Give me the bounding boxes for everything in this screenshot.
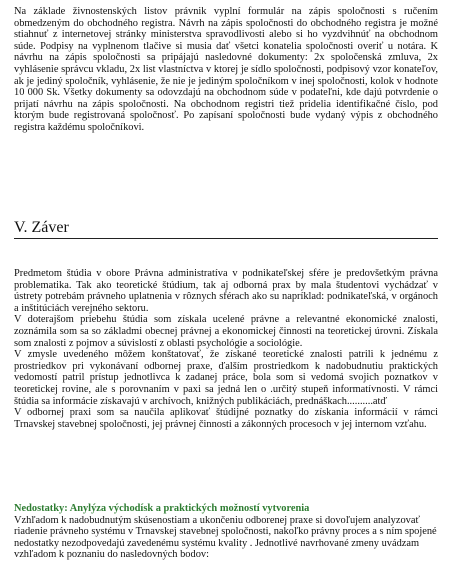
conclusion-paragraph: V doterajšom priebehu štúdia som získala ucelené právne a relevantné ekonomické znalosti, zoznámila som sa so základmi obecnej právnej a ekonomickej činnosti na teoretickej úrovni. Získala som znalosti z pojmov a súvislostí z oblasti psychológie a sociológie. xyxy=(14,314,438,349)
section-heading: V. Záver xyxy=(14,219,438,239)
conclusion-paragraph: V odbornej praxi som sa naučila aplikovať štúdijné poznatky do získania informácií v rámci Trnavskej stavebnej spoločnosti, jej právnej činnosti a zákonných procesoch v jej internom vzťahu. xyxy=(14,407,438,430)
conclusion-body xyxy=(14,268,438,430)
intro-paragraph: Na základe živnostenských listov právnik vyplní formulár na zápis spoločnosti s ručením obmedzeným do obchodného registra. Návrh na zápis spoločnosti do obchodného registra je možné stiahnuť z internetovej stránky ministerstva spravodlivosti alebo si ho vyzdvihnúť na obchodnom súde. Podpisy na vyplnenom tlačive si musia dať všetci konatelia spoločnosti overiť u notára. K návrhu na zápis spoločnosti sa pripájajú nasledovné dokumenty: 2x spoločenská zmluva, 2x vyhlásenie správcu vkladu, 2x list vlastníctva v ktorej je sídlo spoločnosti, podpisový vzor konateľov, ak je jediný spoločník, vyhlásenie, že nie je jediným spoločníkom v inej spoločnosti, kolok v hodnote 10 000 Sk. Všetky dokumenty sa odovzdajú na obchodnom súde v podateľni, kde dajú potvrdenie o prijatí návrhu na zápis spoločnosti. Na obchodnom registri tiež pridelia identifikačné číslo, pod ktorým bude registrovaná spoločnosť. Po zapísaní spoločnosti bude vydaný výpis z obchodného registra každému spoločníkovi. xyxy=(14,6,438,133)
conclusion-paragraph: V zmysle uvedeného môžem konštatovať, že získané teoretické znalosti patrili k jednému z prostriedkov pri vykonávaní odbornej praxe, ďalším prostriedkom k nadobudnutiu praktických vedomostí patril prístup jednotlivca k zadanej práce, bola som si vedomá svojich poznatkov v teoretickej rovine, ale s porovnaním v paxi sa jedná len o .určitý stupeň informatívnosti. V rámci štúdia sa informácie získavajú v archívoch, knižných publikáciách, prednáškach..........atď xyxy=(14,349,438,407)
deficiencies-title: Nedostatky: Anylýza východísk a praktických možností vytvorenia xyxy=(14,503,310,514)
deficiencies-section xyxy=(14,503,438,561)
conclusion-paragraph: Predmetom štúdia v obore Právna administratíva v podnikateľskej sfére je predovšetkým právna problematika. Tak ako teoretické štúdium, tak aj odborná prax by mala študentovi vychádzať v ústrety potrebám právneho uplatnenia v rôznych sférach ako su napríklad: podnikateľská, v orgánoch a inštitúciách verejného sektoru. xyxy=(14,268,438,314)
deficiencies-paragraph: Vzhľadom k nadobudnutým skúsenostiam a ukončeniu odborenej praxe si dovoľujem analyzovať riadenie právneho systému v Trnavskej stavebnej spoločnosti, nakoľko právny proces a s ním spojené nedostatky nezodpovedajú zavedenému systému kvality . Jednotlivé navrhované zmeny uvádzam vzhľadom k poznaniu do nasledovných bodov: xyxy=(14,514,437,561)
